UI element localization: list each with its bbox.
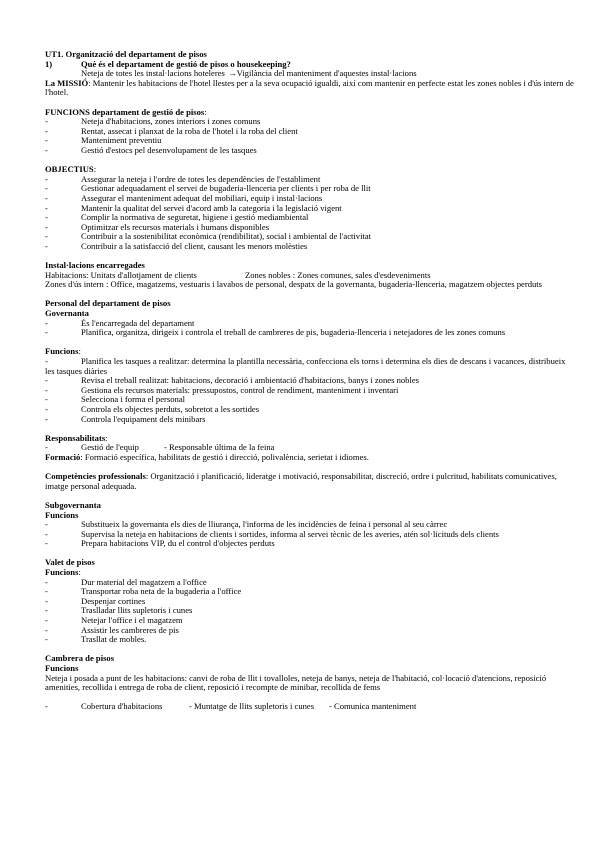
bullet-dash: - xyxy=(45,144,48,155)
list-item-text: Dur material del magatzem a l'office xyxy=(81,576,207,587)
valet-item xyxy=(45,635,575,645)
list-item-text: Transportar roba neta de la bugaderia a l'office xyxy=(81,586,242,597)
bullet-dash: - xyxy=(45,173,48,184)
governanta-funcions-item xyxy=(45,415,575,425)
bullet-dash: - xyxy=(45,221,48,232)
list-item-text: Manteniment preventiu xyxy=(81,135,162,146)
list-item-text: Controla l'equipament dels minibars xyxy=(81,413,206,424)
list-item-text: Planifica, organitza, dirigeix i controla el treball de cambreres de pis, bugaderia-llenceria i netejadores de les zones comuns xyxy=(81,327,506,338)
list-item-text: Assistir les cambreres de pis xyxy=(81,624,179,635)
competencies-paragraph: Competències professionals: Organització i planificació, lideratge i motivació, responsabilitat, discreció, ordre i pulcritud, habilitats comunicatives, imatge personal adequada. xyxy=(45,471,557,491)
unit-title: UT1. Organització del departament de pisos xyxy=(45,49,207,59)
list-item-text: És l'encarregada del departament xyxy=(81,317,195,328)
list-item-text: Controla els objectes perduts, sobretot a les sortides xyxy=(81,403,260,414)
list-item-text: Supervisa la neteja en habitacions de clients i sortides, informa al servei tècnic de les averies, atén sol·licituds dels clients xyxy=(81,528,499,539)
bullet-dash: - xyxy=(45,202,48,213)
document-page xyxy=(45,50,575,712)
subgovernanta-item xyxy=(45,539,575,549)
bullet-dash: - xyxy=(45,240,48,251)
list-item-text: Substitueix la governanta els dies de lliurança, l'informa de les incidències de feina i personal al seu càrrec xyxy=(81,519,448,530)
bullet-dash: - xyxy=(45,586,48,597)
bullet-dash: - xyxy=(45,605,48,616)
bullet-dash: - xyxy=(45,125,48,136)
governanta-heading: Governanta xyxy=(45,308,89,319)
objectius-heading: OBJECTIUS: xyxy=(45,164,97,175)
governanta-list xyxy=(45,319,575,338)
cambrera-funcions-heading: Funcions xyxy=(45,663,79,673)
bullet-dash: - xyxy=(45,403,48,414)
list-item-text: Traslladar llits supletoris i cunes xyxy=(81,605,193,616)
valet-heading: Valet de pisos xyxy=(45,557,95,568)
bullet-dash: - xyxy=(45,231,48,242)
bullet-dash: - xyxy=(45,183,48,194)
list-item-text: Contribuir a la sostenibilitat econòmica (rendibilitat), social i ambiental de l'activitat xyxy=(81,231,372,242)
responsabilitats-line: - Gestió de l'equip - Responsable última de la feina xyxy=(45,442,275,453)
list-item-text: Prepara habitacions VIP, du el control d'objectes perduts xyxy=(81,538,275,549)
list-item-text: Gestió d'estocs pel desenvolupament de les tasques xyxy=(81,144,257,155)
bullet-dash: - xyxy=(45,135,48,146)
list-item-text: Contribuir a la satisfacció del client, causant les menors molèsties xyxy=(81,240,308,251)
list-item-text: Gestiona els recursos materials: pressupostos, control de rendiment, manteniment i inventari xyxy=(81,384,399,395)
bullet-dash: - xyxy=(45,394,48,405)
installacions-line: Habitacions: Unitats d'allotjament de clients Zones nobles : Zones comunes, sales d'esdeveniments xyxy=(45,269,431,280)
list-item-text: Revisa el treball realitzat: habitacions, decoració i ambientació d'habitacions, banys i zones nobles xyxy=(81,375,420,386)
subgovernanta-heading: Subgovernanta xyxy=(45,499,101,510)
list-item-text: Netejar l'office i el magatzem xyxy=(81,615,183,626)
governanta-funcions-list xyxy=(45,376,575,424)
objectius-item xyxy=(45,242,575,252)
bullet-dash: - xyxy=(45,317,48,328)
objectius-list xyxy=(45,175,575,252)
cambrera-line: - Cobertura d'habitacions - Muntatge de llits supletoris i cunes - Comunica manteniment xyxy=(45,701,417,712)
bullet-dash: - xyxy=(45,634,48,645)
installacions-intern: Zones d'ús intern : Office, magatzems, vestuaris i lavabos de personal, despatx de la governanta, bugaderia-llenceria, magatzem objectes perduts xyxy=(45,279,543,290)
governanta-funcions-first: - Planifica les tasques a realitzar: determina la plantilla necessària, confecciona els torns i determina els dies de descans i vacances, distribueix les tasques diàries xyxy=(45,356,566,376)
cambrera-heading: Cambrera de pisos xyxy=(45,653,115,664)
list-item-text: Rentat, assecat i planxat de la roba de l'hotel i la roba del client xyxy=(81,125,298,136)
list-item-text: Assegurar la neteja i l'ordre de totes les dependències de l'establiment xyxy=(81,173,321,184)
list-item-text: Selecciona i forma el personal xyxy=(81,394,186,405)
bullet-dash: - xyxy=(45,192,48,203)
bullet-dash: - xyxy=(45,413,48,424)
bullet-dash: - xyxy=(45,528,48,539)
intro-line: Neteja de totes les instal·lacions hoteleres →Vigilància del manteniment d'aquestes instal·lacions xyxy=(81,68,417,79)
list-item-text: Despenjar cortines xyxy=(81,595,146,606)
list-item-text: Optimitzar els recursos materials i humans disponibles xyxy=(81,221,270,232)
bullet-dash: - xyxy=(45,595,48,606)
question-1-heading: 1) Què és el departament de gestió de pisos o housekeeping? xyxy=(45,58,291,69)
bullet-dash: - xyxy=(45,375,48,386)
bullet-dash: - xyxy=(45,116,48,127)
list-item-text: Trasllat de mobles. xyxy=(81,634,147,645)
governanta-funcions-heading: Funcions: xyxy=(45,346,81,357)
responsabilitats-heading: Responsabilitats: xyxy=(45,432,108,443)
list-item-text: Assegurar el manteniment adequat del mobiliari, equip i instal·lacions xyxy=(81,192,323,203)
bullet-dash: - xyxy=(45,624,48,635)
bullet-dash: - xyxy=(45,538,48,549)
bullet-dash: - xyxy=(45,576,48,587)
installacions-heading: Instal·lacions encarregades xyxy=(45,260,145,271)
valet-funcions-heading: Funcions: xyxy=(45,567,81,578)
list-item-text: Complir la normativa de seguretat, higiene i gestió mediambiental xyxy=(81,212,309,223)
mission-paragraph: La MISSIÓ: Mantenir les habitacions de l'hotel llestes per a la seva ocupació igualdi, així com mantenir en perfecte estat les zones nobles i d'ús intern de l'hotel. xyxy=(45,77,574,98)
subgovernanta-list xyxy=(45,520,575,549)
subgovernanta-funcions-heading: Funcions xyxy=(45,509,79,520)
funcions-heading: FUNCIONS departament de gestió de pisos: xyxy=(45,106,207,117)
personal-heading: Personal del departament de pisos xyxy=(45,298,171,309)
list-item-text: Neteja d'habitacions, zones interiors i zones comuns xyxy=(81,116,261,127)
cambrera-paragraph: Neteja i posada a punt de les habitacions: canvi de roba de llit i tovalloles, neteja de banys, neteja de l'habitació, col·locació d'atencions, reposició amenities, recollida i entrega de roba de client, reposició i recompte de minibar, recollida de fems xyxy=(45,672,547,693)
bullet-dash: - xyxy=(45,615,48,626)
governanta-item xyxy=(45,328,575,338)
list-item-text: Gestionar adequadament el servei de bugaderia-llenceria per clients i per roba de llit xyxy=(81,183,371,194)
funcions-item xyxy=(45,146,575,156)
valet-list xyxy=(45,578,575,645)
formacio-line: Formació: Formació específica, habilitats de gestió i direcció, polivalència, serietat i idiomes. xyxy=(45,451,369,462)
bullet-dash: - xyxy=(45,384,48,395)
funcions-list xyxy=(45,117,575,155)
bullet-dash: - xyxy=(45,212,48,223)
bullet-dash: - xyxy=(45,327,48,338)
bullet-dash: - xyxy=(45,519,48,530)
list-item-text: Mantenir la qualitat del servei d'acord amb la categoria i la legislació vigent xyxy=(81,202,342,213)
